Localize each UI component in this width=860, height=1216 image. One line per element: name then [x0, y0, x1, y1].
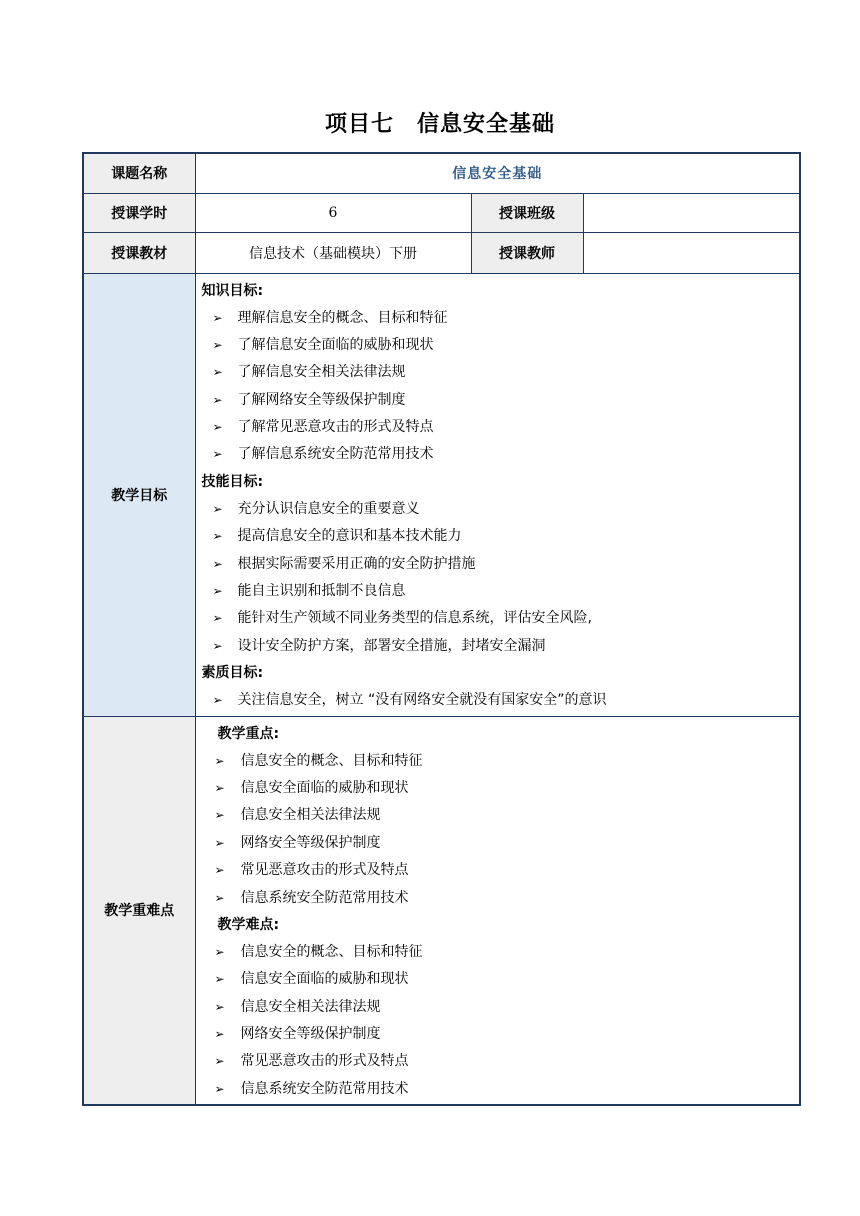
- arrowhead-bullet-icon: ➢: [212, 365, 223, 380]
- arrowhead-bullet-icon: ➢: [214, 972, 225, 987]
- arrowhead-bullet-icon: ➢: [214, 999, 225, 1014]
- arrowhead-bullet-icon: ➢: [212, 392, 223, 407]
- list-item: [196, 332, 800, 359]
- list-item: [196, 939, 800, 966]
- focus-list: [196, 748, 800, 912]
- list-item-text: 信息系统安全防范常用技术: [240, 889, 409, 906]
- teacher-value: [583, 232, 800, 273]
- list-item: [196, 305, 800, 332]
- list-item: [196, 1048, 800, 1075]
- quality-heading: 素质目标:: [201, 665, 264, 682]
- objectives-row: [83, 273, 800, 716]
- list-item: [196, 523, 800, 550]
- list-item: [196, 359, 800, 386]
- list-item-text: 能针对生产领域不同业务类型的信息系统，评估安全风险,: [237, 610, 592, 627]
- arrowhead-bullet-icon: ➢: [214, 863, 225, 878]
- textbook-value: 信息技术（基础模块）下册: [195, 232, 471, 273]
- class-value: [583, 193, 800, 232]
- page-title: 项目七 信息安全基础: [324, 112, 555, 137]
- list-item-text: 能自主识别和抵制不良信息: [237, 583, 406, 600]
- key-points-content: [195, 716, 800, 1105]
- skill-heading: 技能目标:: [201, 473, 264, 490]
- list-item: [196, 994, 800, 1021]
- list-item-text: 了解信息系统安全防范常用技术: [237, 446, 434, 463]
- arrowhead-bullet-icon: ➢: [212, 529, 223, 544]
- list-item: [196, 830, 800, 857]
- arrowhead-bullet-icon: ➢: [212, 447, 223, 462]
- list-item: [196, 687, 800, 714]
- arrowhead-bullet-icon: ➢: [214, 780, 225, 795]
- arrowhead-bullet-icon: ➢: [214, 808, 225, 823]
- list-item: [196, 441, 800, 468]
- list-item-text: 信息安全相关法律法规: [240, 998, 381, 1015]
- list-item: [196, 802, 800, 829]
- textbook-row: [83, 232, 800, 273]
- arrowhead-bullet-icon: ➢: [212, 310, 223, 325]
- course-name-label: 课题名称: [83, 153, 195, 193]
- list-item: [196, 633, 800, 660]
- list-item-text: 网络安全等级保护制度: [240, 834, 381, 851]
- list-item-text: 了解网络安全等级保护制度: [237, 391, 406, 408]
- list-item-text: 常见恶意攻击的形式及特点: [240, 1053, 409, 1070]
- list-item: [196, 496, 800, 523]
- arrowhead-bullet-icon: ➢: [212, 584, 223, 599]
- list-item-text: 网络安全等级保护制度: [240, 1026, 381, 1043]
- list-item: [196, 966, 800, 993]
- list-item: [196, 578, 800, 605]
- arrowhead-bullet-icon: ➢: [214, 1054, 225, 1069]
- list-item-text: 常见恶意攻击的形式及特点: [240, 862, 409, 879]
- course-name-row: [83, 153, 800, 193]
- list-item-text: 了解信息安全相关法律法规: [237, 364, 406, 381]
- list-item: [196, 748, 800, 775]
- quality-list: [196, 687, 800, 714]
- list-item-text: 信息安全面临的威胁和现状: [240, 971, 409, 988]
- list-item-text: 信息安全相关法律法规: [240, 807, 381, 824]
- focus-heading: 教学重点:: [217, 725, 280, 742]
- teacher-label: 授课教师: [471, 232, 583, 273]
- list-item: [196, 387, 800, 414]
- list-item-text: 信息系统安全防范常用技术: [240, 1080, 409, 1097]
- list-item: [196, 1021, 800, 1048]
- arrowhead-bullet-icon: ➢: [214, 835, 225, 850]
- hours-label: 授课学时: [83, 193, 195, 232]
- arrowhead-bullet-icon: ➢: [214, 753, 225, 768]
- list-item-text: 了解信息安全面临的威胁和现状: [237, 336, 434, 353]
- difficulty-list: [196, 939, 800, 1103]
- list-item: [196, 857, 800, 884]
- skill-list: [196, 496, 800, 660]
- list-item-text: 信息安全的概念、目标和特征: [240, 943, 423, 960]
- list-item-text: 根据实际需要采用正确的安全防护措施: [237, 555, 476, 572]
- objectives-label: 教学目标: [83, 273, 195, 716]
- knowledge-heading: 知识目标:: [201, 282, 264, 299]
- list-item-text: 设计安全防护方案，部署安全措施，封堵安全漏洞: [237, 637, 546, 654]
- key-points-row: [83, 716, 800, 1105]
- arrowhead-bullet-icon: ➢: [212, 501, 223, 516]
- arrowhead-bullet-icon: ➢: [212, 638, 223, 653]
- list-item: [196, 551, 800, 578]
- arrowhead-bullet-icon: ➢: [212, 611, 223, 626]
- list-item: [196, 605, 800, 632]
- key-points-label: 教学重难点: [83, 716, 195, 1105]
- list-item-text: 信息安全面临的威胁和现状: [240, 779, 409, 796]
- list-item-text: 充分认识信息安全的重要意义: [237, 500, 420, 517]
- course-name-value: 信息安全基础: [195, 153, 800, 193]
- arrowhead-bullet-icon: ➢: [214, 944, 225, 959]
- difficulty-heading: 教学难点:: [217, 916, 280, 933]
- objectives-content: [195, 273, 800, 716]
- arrowhead-bullet-icon: ➢: [212, 693, 223, 708]
- textbook-label: 授课教材: [83, 232, 195, 273]
- hours-row: [83, 193, 800, 232]
- list-item: [196, 1076, 800, 1103]
- lesson-plan-table: [82, 152, 801, 1106]
- arrowhead-bullet-icon: ➢: [212, 337, 223, 352]
- class-label: 授课班级: [471, 193, 583, 232]
- list-item: [196, 775, 800, 802]
- arrowhead-bullet-icon: ➢: [214, 1081, 225, 1096]
- list-item-text: 关注信息安全，树立 “没有网络安全就没有国家安全”的意识: [237, 692, 607, 709]
- list-item: [196, 414, 800, 441]
- list-item-text: 了解常见恶意攻击的形式及特点: [237, 419, 434, 436]
- hours-value: 6: [195, 193, 471, 232]
- arrowhead-bullet-icon: ➢: [214, 890, 225, 905]
- arrowhead-bullet-icon: ➢: [214, 1027, 225, 1042]
- list-item-text: 提高信息安全的意识和基本技术能力: [237, 528, 462, 545]
- arrowhead-bullet-icon: ➢: [212, 556, 223, 571]
- list-item-text: 理解信息安全的概念、目标和特征: [237, 309, 448, 326]
- list-item-text: 信息安全的概念、目标和特征: [240, 752, 423, 769]
- arrowhead-bullet-icon: ➢: [212, 420, 223, 435]
- list-item: [196, 885, 800, 912]
- knowledge-list: [196, 305, 800, 469]
